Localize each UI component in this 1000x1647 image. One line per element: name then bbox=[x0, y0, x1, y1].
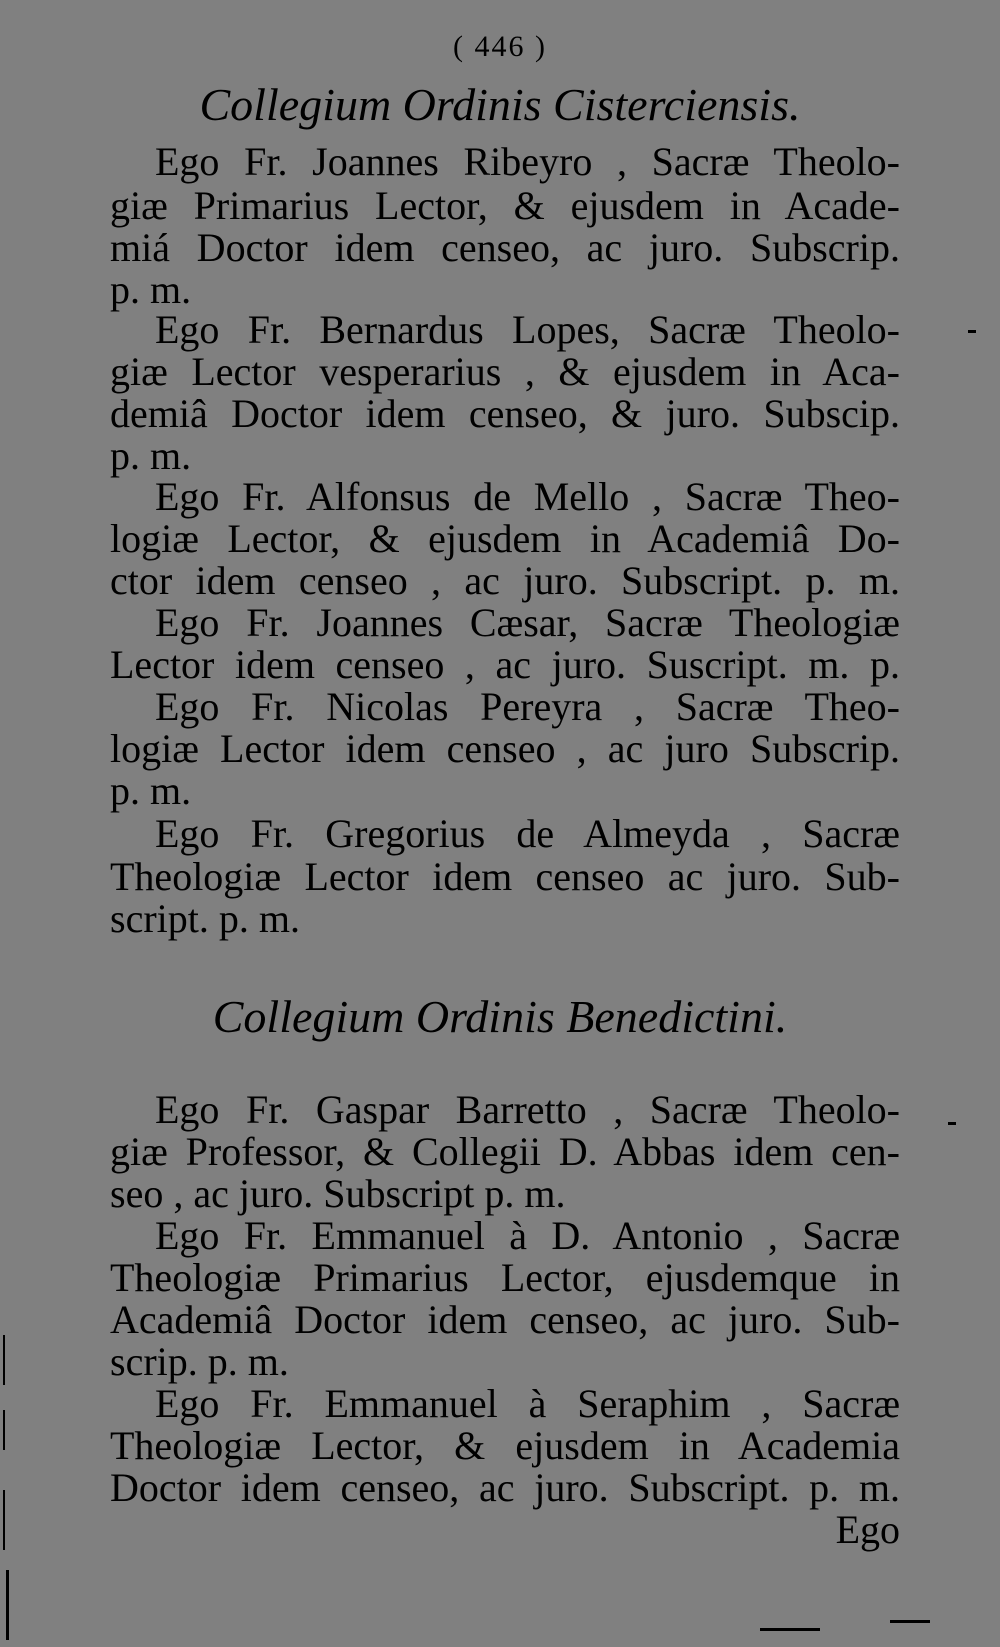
text-line: Ego Fr. Nicolas Pereyra , Sacræ Theo- bbox=[155, 685, 900, 729]
text-line: logiæ Lector idem censeo , ac juro Subscrip. bbox=[110, 727, 900, 771]
section-heading-benedictine: Collegium Ordinis Benedictini. bbox=[212, 991, 788, 1042]
catchword: Ego bbox=[835, 1508, 900, 1552]
text-line: logiæ Lector, & ejusdem in Academiâ Do- bbox=[110, 517, 900, 561]
scan-mark bbox=[968, 330, 976, 333]
scan-mark bbox=[890, 1620, 930, 1623]
section-heading-cistercian: Collegium Ordinis Cisterciensis. bbox=[199, 79, 801, 130]
text-line: Theologiæ Lector idem censeo ac juro. Sub- bbox=[110, 855, 900, 899]
text-line: Ego Fr. Emmanuel à Seraphim , Sacræ bbox=[155, 1382, 900, 1426]
text-line: ctor idem censeo , ac juro. Subscript. p. m. bbox=[110, 559, 900, 603]
text-line: Lector idem censeo , ac juro. Suscript. m. p. bbox=[110, 643, 900, 687]
text-line: giæ Primarius Lector, & ejusdem in Acade- bbox=[110, 184, 900, 228]
text-line: Academiâ Doctor idem censeo, ac juro. Sub- bbox=[110, 1298, 900, 1342]
scan-mark bbox=[948, 1122, 956, 1125]
text-line: Theologiæ Lector, & ejusdem in Academia bbox=[110, 1424, 900, 1468]
text-line: p. m. bbox=[110, 268, 192, 312]
scan-mark bbox=[760, 1628, 820, 1631]
text-line: Ego Fr. Bernardus Lopes, Sacræ Theolo- bbox=[155, 308, 900, 352]
text-line: scrip. p. m. bbox=[110, 1340, 289, 1384]
text-line: script. p. m. bbox=[110, 897, 300, 941]
text-line: demiâ Doctor idem censeo, & juro. Subscip. bbox=[110, 392, 900, 436]
text-line: giæ Professor, & Collegii D. Abbas idem cen- bbox=[110, 1130, 900, 1174]
text-line: Theologiæ Primarius Lector, ejusdemque in bbox=[110, 1256, 900, 1300]
text-line: giæ Lector vesperarius , & ejusdem in Aca- bbox=[110, 350, 900, 394]
text-line: seo , ac juro. Subscript p. m. bbox=[110, 1172, 566, 1216]
text-line: p. m. bbox=[110, 769, 192, 813]
text-line: Ego Fr. Gaspar Barretto , Sacræ Theolo- bbox=[155, 1088, 900, 1132]
scan-mark bbox=[6, 1570, 9, 1640]
text-line: Ego Fr. Joannes Ribeyro , Sacræ Theolo- bbox=[155, 140, 900, 184]
page-number: ( 446 ) bbox=[453, 30, 547, 63]
scan-mark bbox=[3, 1410, 5, 1450]
text-line: p. m. bbox=[110, 434, 192, 478]
text-line: Ego Fr. Gregorius de Almeyda , Sacræ bbox=[155, 812, 900, 856]
scan-mark bbox=[3, 1490, 5, 1550]
text-line: Ego Fr. Joannes Cæsar, Sacræ Theologiæ bbox=[155, 601, 900, 645]
text-line: Ego Fr. Emmanuel à D. Antonio , Sacræ bbox=[155, 1214, 900, 1258]
text-line: miá Doctor idem censeo, ac juro. Subscrip. bbox=[110, 226, 900, 270]
text-line: Ego Fr. Alfonsus de Mello , Sacræ Theo- bbox=[155, 475, 900, 519]
text-line: Doctor idem censeo, ac juro. Subscript. p. m. bbox=[110, 1466, 900, 1510]
scan-mark bbox=[3, 1335, 5, 1385]
